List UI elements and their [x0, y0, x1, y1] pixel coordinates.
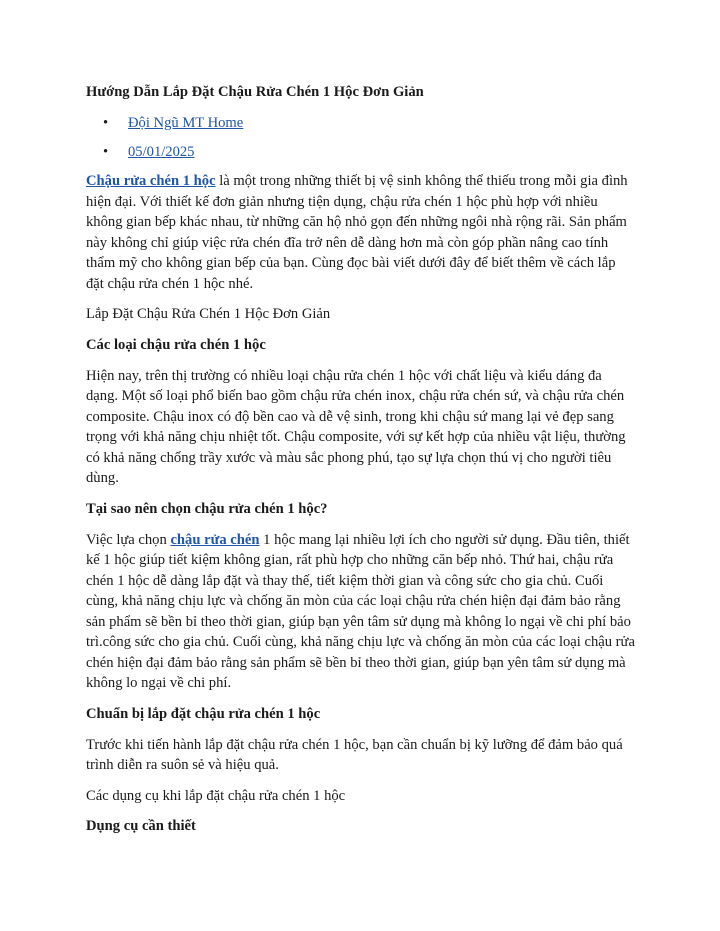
- article: [86, 82, 636, 847]
- author-item: [86, 113, 636, 133]
- article-title: Hướng Dẫn Lắp Đặt Chậu Rửa Chén 1 Hộc Đơn Giản: [86, 84, 424, 100]
- section-text-why-start: Việc lựa chọn: [86, 531, 171, 548]
- tools-line: Các dụng cụ khi lắp đặt chậu rửa chén 1 hộc: [86, 787, 346, 804]
- section-heading-why: Tại sao nên chọn chậu rửa chén 1 hộc?: [86, 500, 328, 517]
- intro-paragraph: [86, 171, 636, 294]
- sink-link[interactable]: chậu rửa chén: [170, 531, 260, 548]
- subtitle-text: Lắp Đặt Chậu Rửa Chén 1 Hộc Đơn Giản: [86, 306, 331, 322]
- section-text-why-rest: 1 hộc mang lại nhiều lợi ích cho người sử dụng. Đầu tiên, thiết kế 1 hộc giúp tiết kiệm không gian, rất phù hợp cho những căn bếp nhỏ. Thứ hai, chậu rửa chén 1 hộc dễ dàng lắp đặt và thay thế, tiết kiệm thời gian và công sức cho gia chủ. Cuối cùng, khả năng chịu lực và chống ăn mòn của các loại chậu rửa chén hiện đại đảm bảo rằng sản phẩm sẽ bền bỉ theo thời gian, giúp bạn yên tâm sử dụng mà không lo ngại về chi phí bảo trì.công sức cho gia chủ. Cuối cùng, khả năng chịu lực và chống ăn mòn của các loại chậu rửa chén hiện đại đảm bảo rằng sản phẩm sẽ bền bỉ theo thời gian, giúp bạn yên tâm sử dụng mà không lo ngại về chi phí.: [86, 531, 635, 691]
- section-heading-types: Các loại chậu rửa chén 1 hộc: [86, 336, 266, 353]
- tools-heading: Dụng cụ cần thiết: [86, 818, 196, 834]
- section-text-why: [86, 530, 636, 694]
- section-text-types: Hiện nay, trên thị trường có nhiều loại chậu rửa chén 1 hộc với chất liệu và kiểu dáng đa dạng. Một số loại phổ biến bao gồm chậu rửa chén inox, chậu rửa chén sứ, và chậu rửa chén composite. Chậu inox có độ bền cao và dễ vệ sinh, trong khi chậu sứ mang lại vẻ đẹp sang trọng với khả năng chịu nhiệt tốt. Chậu composite, với sự kết hợp của nhiều vật liệu, thường có khả năng chống trầy xước và màu sắc phong phú, tạo sự lựa chọn thú vị cho người tiêu dùng.: [86, 367, 626, 486]
- product-link[interactable]: Chậu rửa chén 1 hộc: [86, 173, 216, 189]
- author-link[interactable]: Đội Ngũ MT Home: [128, 115, 244, 131]
- date-item: [86, 142, 636, 162]
- bullet-icon: •: [103, 115, 109, 131]
- section-heading-prepare: Chuẩn bị lắp đặt chậu rửa chén 1 hộc: [86, 705, 321, 722]
- intro-text: là một trong những thiết bị vệ sinh không thể thiếu trong mỗi gia đình hiện đại. Với thiết kế đơn giản nhưng tiện dụng, chậu rửa chén 1 hộc phù hợp với nhiều không gian bếp khác nhau, từ những căn hộ nhỏ gọn đến những ngôi nhà rộng rãi. Sản phẩm này không chỉ giúp việc rửa chén đĩa trở nên dễ dàng hơn mà còn góp phần nâng cao tính thẩm mỹ cho không gian bếp của bạn. Cùng đọc bài viết dưới đây để biết thêm về cách lắp đặt chậu rửa chén 1 hộc nhé.: [86, 173, 628, 292]
- section-text-prepare: Trước khi tiến hành lắp đặt chậu rửa chén 1 hộc, bạn cần chuẩn bị kỹ lưỡng để đảm bảo quá trình diễn ra suôn sẻ và hiệu quả.: [86, 736, 623, 773]
- date-link[interactable]: 05/01/2025: [128, 144, 195, 160]
- article-meta-list: [86, 113, 636, 162]
- bullet-icon: •: [103, 144, 109, 160]
